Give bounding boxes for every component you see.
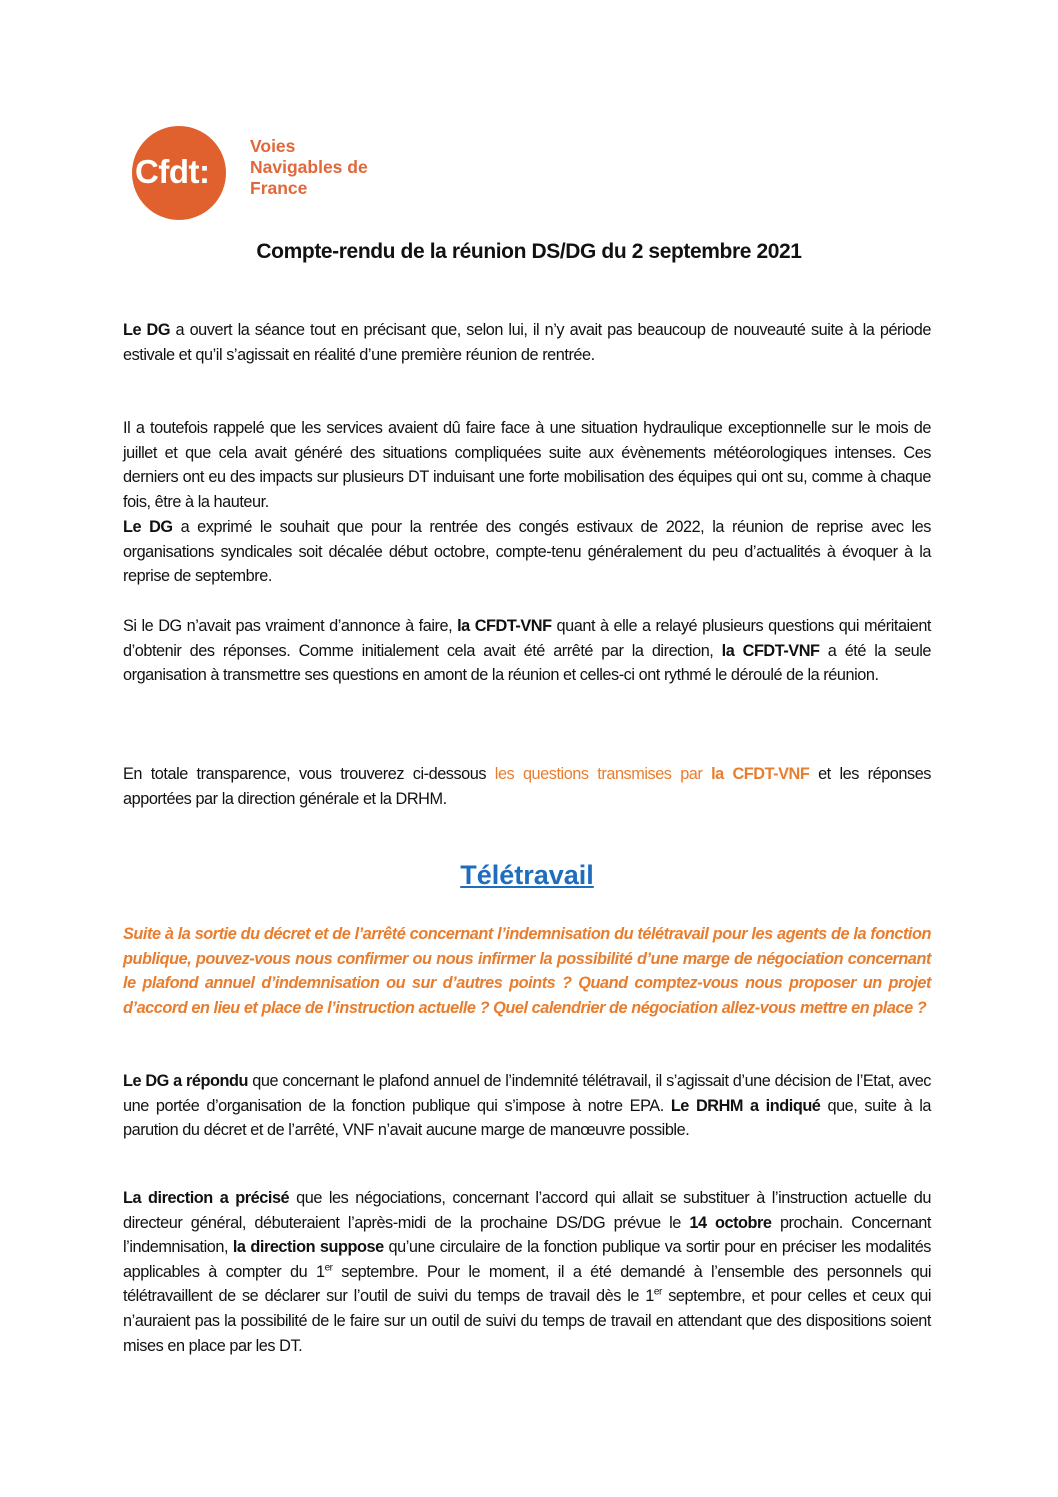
answer-dg bbox=[123, 1069, 931, 1143]
ordinal-suffix: er bbox=[653, 1286, 662, 1298]
paragraph-text: quant à elle a relayé plusieurs questions qui méritaient d’obtenir des réponses. Comme initialement cela avait été arrêté par la direction, bbox=[123, 617, 931, 660]
bold-subject: Le DG bbox=[123, 321, 171, 339]
paragraph-opening bbox=[123, 318, 931, 367]
bold-org: la CFDT-VNF bbox=[457, 617, 552, 635]
bold-subject: Le DG bbox=[123, 518, 173, 536]
bold-subject: Le DG a répondu bbox=[123, 1072, 249, 1090]
highlight-org: la CFDT-VNF bbox=[711, 765, 810, 783]
document-title: Compte-rendu de la réunion DS/DG du 2 septembre 2021 bbox=[256, 240, 802, 263]
paragraph-text: Si le DG n’avait pas vraiment d’annonce à faire, bbox=[123, 617, 458, 635]
bold-date: 14 octobre bbox=[689, 1213, 772, 1232]
paragraph-text: que, suite à la parution du décret et de l’arrêté, VNF n’avait aucune marge de manœuvre possible. bbox=[123, 1096, 931, 1140]
paragraph-hydraulic: Il a toutefois rappelé que les services avaient dû faire face à une situation hydraulique exceptionnelle sur le mois de juillet et que cela avait généré des situations compliquées suite aux évènements météorologiques intenses. Ces derniers ont eu des impacts sur plusieurs DT induisant une forte mobilisation des équipes qui ont su, comme à chaque fois, être à la hauteur. bbox=[123, 419, 931, 511]
logo-line: Navigables de bbox=[250, 157, 368, 177]
paragraph-text: et les réponses apportées par la direction générale et la DRHM. bbox=[123, 765, 931, 808]
bold-org: la CFDT-VNF bbox=[721, 641, 820, 660]
paragraph-text: prochain. Concernant l’indemnisation, bbox=[123, 1213, 931, 1257]
logo-mark: Cfdt: bbox=[135, 153, 210, 190]
bold-subject: la direction suppose bbox=[232, 1238, 384, 1257]
paragraph-text: que les négociations, concernant l’accord qui allait se substituer à l’instruction actuelle du directeur général, débuteraient l’après-midi de la prochaine DS/DG prévue le bbox=[123, 1189, 931, 1232]
highlight-text: les questions transmises par bbox=[494, 765, 712, 783]
paragraph-text: septembre. Pour le moment, il a été demandé à l’ensemble des personnels qui télétravaillent de se déclarer sur l’outil de suivi du temps de travail dès le 1 bbox=[123, 1262, 931, 1306]
paragraph-text: septembre, et pour celles et ceux qui n’auraient pas la possibilité de le faire sur un outil de suivi du temps de travail en attendant que des dispositions soient mises en place par les DT. bbox=[123, 1287, 932, 1355]
question-teletravail: Suite à la sortie du décret et de l’arrêté concernant l’indemnisation du télétravail pour les agents de la fonction publique, pouvez-vous nous confirmer ou nous infirmer la possibilité d’une marge de négociation concernant le plafond annuel d’indemnisation ou sur d’autres points ? Quand comptez-vous nous proposer un projet d’accord en lieu et place de l’instruction actuelle ? Quel calendrier de négociation allez-vous mettre en place ? bbox=[123, 925, 931, 1017]
answer-direction bbox=[123, 1186, 931, 1358]
paragraph-text: En totale transparence, vous trouverez ci-dessous bbox=[123, 765, 495, 783]
paragraph-questions bbox=[123, 614, 931, 688]
paragraph-text: a exprimé le souhait que pour la rentrée des congés estivaux de 2022, la réunion de reprise avec les organisations syndicales soit décalée début octobre, compte-tenu généralement du peu d’actualités à évoquer à la reprise de septembre. bbox=[123, 518, 931, 586]
section-heading-teletravail: Télétravail bbox=[460, 860, 594, 890]
logo-text bbox=[250, 136, 368, 199]
paragraph-reprise bbox=[123, 515, 931, 589]
logo-line: France bbox=[250, 178, 308, 198]
logo-line: Voies bbox=[250, 136, 296, 156]
bold-subject: Le DRHM a indiqué bbox=[670, 1096, 821, 1115]
paragraph-text: a été la seule organisation à transmettre ses questions en amont de la réunion et celles-ci ont rythmé le déroulé de la réunion. bbox=[123, 641, 931, 685]
paragraph-text: a ouvert la séance tout en précisant que, selon lui, il n’y avait pas beaucoup de nouveauté suite à la période estivale et qu’il s’agissait en réalité d’une première réunion de rentrée. bbox=[123, 321, 931, 364]
cfdt-logo bbox=[132, 126, 402, 222]
paragraph-text: qu’une circulaire de la fonction publique va sortir pour en préciser les modalités applicables à compter du 1 bbox=[123, 1238, 931, 1281]
paragraph-text: que concernant le plafond annuel de l’indemnité télétravail, il s’agissait d’une décision de l’Etat, avec une portée d’organisation de la fonction publique qui s’impose à notre EPA. bbox=[123, 1072, 931, 1115]
bold-subject: La direction a précisé bbox=[123, 1189, 290, 1207]
ordinal-suffix: er bbox=[324, 1262, 333, 1274]
paragraph-transparency bbox=[123, 762, 931, 811]
